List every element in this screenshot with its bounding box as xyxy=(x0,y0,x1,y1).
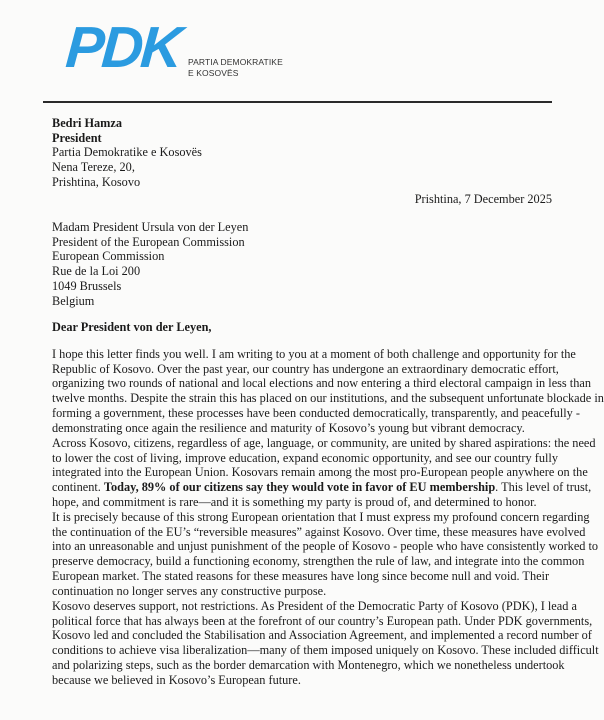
sender-title: President xyxy=(52,130,102,145)
recipient-line: 1049 Brussels xyxy=(52,278,122,293)
logo-party-name xyxy=(188,57,283,79)
salutation: Dear President von der Leyen, xyxy=(52,320,212,334)
sender-street: Nena Tereze, 20, xyxy=(52,160,135,175)
sender-organization: Partia Demokratike e Kosovës xyxy=(52,145,202,160)
paragraph-line: European market. The stated reasons for these measures have long since become null and void. Their xyxy=(52,568,550,583)
paragraph-line: Kosovo led and concluded the Stabilisation and Association Agreement, and implemented a record number of xyxy=(52,628,592,643)
paragraph-line: to lower the cost of living, improve education, expand economic opportunity, and see our country fully xyxy=(52,450,558,465)
sender-name: Bedri Hamza xyxy=(52,116,123,130)
paragraph-line: continuation no longer serves any constructive purpose. xyxy=(52,583,327,598)
line-text: . This level of trust, xyxy=(495,480,592,495)
recipient-line: European Commission xyxy=(52,249,165,264)
sender-city: Prishtina, Kosovo xyxy=(52,174,141,189)
recipient-line: Madam President Ursula von der Leyen xyxy=(52,220,249,234)
paragraph-line: Kosovo deserves support, not restrictions. As President of the Democratic Party of Kosovo (PDK), I lead a xyxy=(52,599,577,613)
recipient-line: President of the European Commission xyxy=(52,234,245,249)
recipient-block xyxy=(52,220,248,308)
paragraph-line: hope, and commitment is rare—and it is something my party is proud of, and determined to honor. xyxy=(52,494,537,509)
paragraph-line: Republic of Kosovo. Over the past year, our country has undergone an extraordinary democratic effort, xyxy=(52,361,559,376)
paragraph-line: Across Kosovo, citizens, regardless of age, language, or community, are united by shared aspirations: the need xyxy=(52,436,596,450)
party-name-line2: E KOSOVËS xyxy=(188,68,239,78)
recipient-line: Rue de la Loi 200 xyxy=(52,264,141,279)
sender-block xyxy=(52,116,202,190)
paragraph-2 xyxy=(52,436,596,510)
paragraph-line: integrated into the European Union. Kosovars remain among the most pro-European people anywhere on the xyxy=(52,465,588,480)
paragraph-line: organizing two rounds of national and local elections and now entering a third electoral campaign in less than xyxy=(52,376,591,391)
paragraph-line: I hope this letter finds you well. I am writing to you at a moment of both challenge and opportunity for the xyxy=(52,347,576,361)
letter-date: Prishtina, 7 December 2025 xyxy=(414,192,552,206)
paragraph-3 xyxy=(52,510,598,598)
paragraph-line: because we believed in Kosovo’s European future. xyxy=(52,672,301,687)
paragraph-line: preserve democracy, build a functioning economy, strengthen the rule of law, and integrate into the common xyxy=(52,554,585,569)
header-divider xyxy=(43,101,552,103)
paragraph-line: the continuation of the EU’s “reversible measures” against Kosovo. Over time, these measures have evolved xyxy=(52,524,586,539)
paragraph-line: conditions to achieve visa liberalization—many of them imposed uniquely on Kosovo. These included difficult xyxy=(52,643,599,658)
paragraph-line: and polarizing steps, such as the border demarcation with Montenegro, which we nonetheless undertook xyxy=(52,657,565,672)
line-text: continent. xyxy=(52,480,104,495)
eu-membership-highlight: Today, 89% of our citizens say they would vote in favor of EU membership xyxy=(103,480,496,495)
paragraph-line: twelve months. Despite the strain this has placed on our institutions, and the subsequent unfortunate blockade in xyxy=(52,391,604,406)
paragraph-line: forming a government, these processes have been conducted democratically, transparently, and peacefully - xyxy=(52,405,580,420)
paragraph-4 xyxy=(52,599,599,687)
paragraph-line: It is precisely because of this strong European orientation that I must express my profound concern regarding xyxy=(52,510,590,524)
paragraph-line: political force that has always been at the forefront of our country’s European path. Under PDK governments, xyxy=(52,613,593,628)
paragraph-1 xyxy=(52,347,604,435)
paragraph-line: demonstrating once again the resilience and maturity of Kosovo’s young but vibrant democracy. xyxy=(52,420,525,435)
logo-mark: PDK xyxy=(63,15,182,80)
paragraph-line: into an unreasonable and unjust punishment of the people of Kosovo - people who have consistently worked to xyxy=(52,539,599,554)
paragraph-line xyxy=(52,480,596,495)
recipient-line: Belgium xyxy=(52,293,95,308)
party-name-line1: PARTIA DEMOKRATIKE xyxy=(188,57,283,67)
